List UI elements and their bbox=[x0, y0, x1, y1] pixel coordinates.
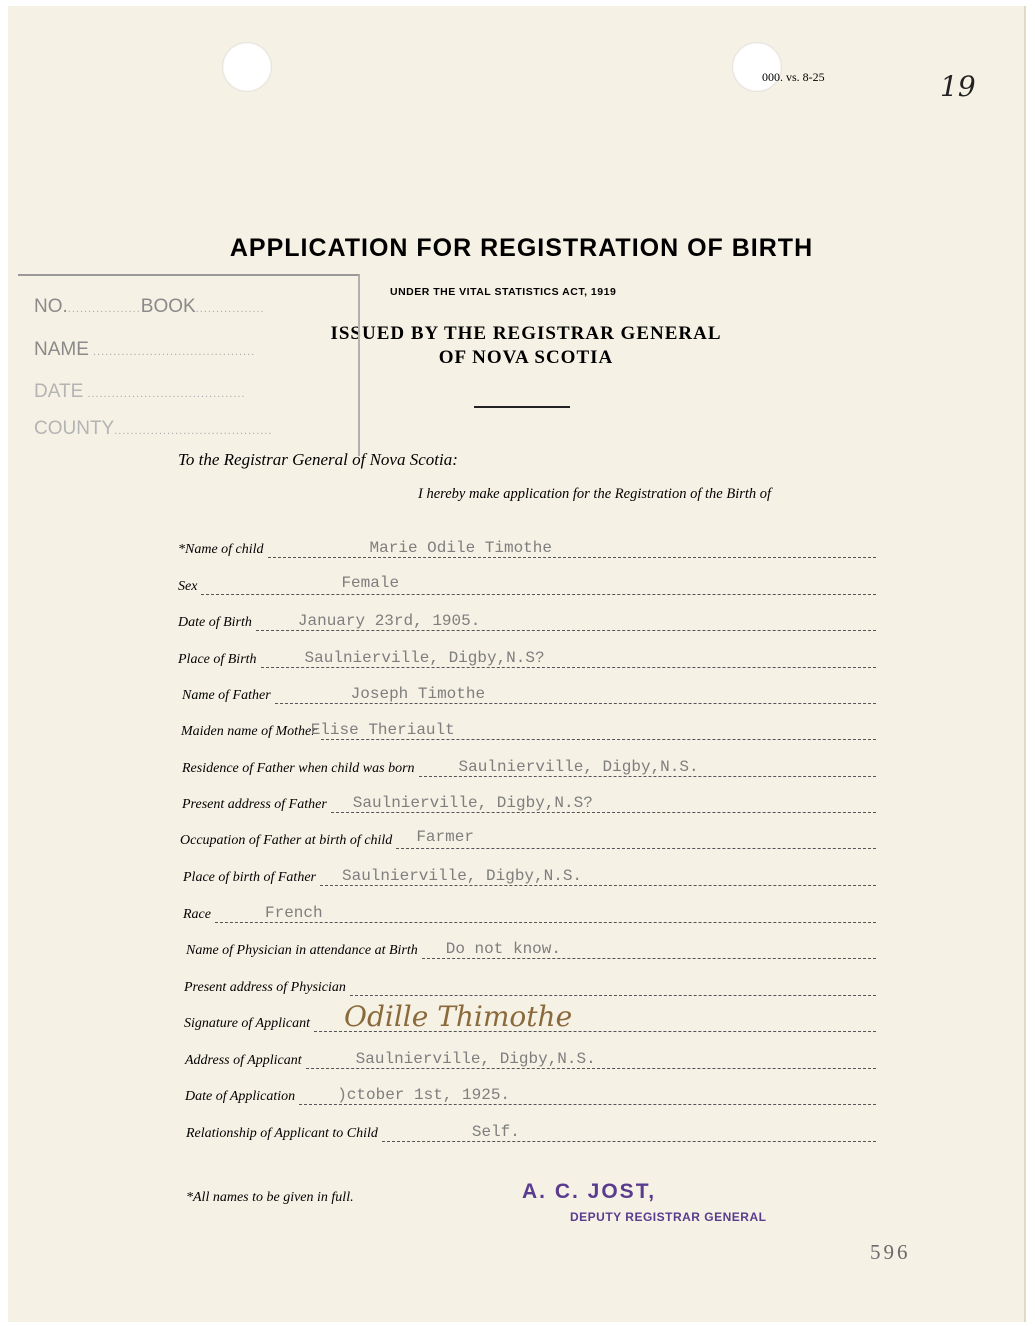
stamp-date-label: DATE bbox=[34, 381, 84, 402]
field-label: Occupation of Father at birth of child bbox=[180, 833, 393, 848]
field-value: Saulnierville, Digby,N.S. bbox=[341, 867, 583, 885]
field-line bbox=[201, 576, 876, 595]
field-value: Marie Odile Timothe bbox=[369, 539, 552, 557]
stamp-book-label: BOOK bbox=[140, 296, 196, 317]
field-applicant-signature bbox=[178, 1000, 876, 1033]
field-physician-address bbox=[178, 976, 876, 996]
intro-text: I hereby make application for the Registration of the Birth of bbox=[418, 486, 772, 502]
document-title-text: APPLICATION FOR REGISTRATION OF BIRTH bbox=[229, 234, 814, 262]
field-value: Saulnierville, Digby,N.S. bbox=[458, 758, 699, 776]
field-physician-name bbox=[178, 939, 876, 959]
field-value: Do not know. bbox=[445, 940, 561, 958]
stamp-county-label: COUNTY bbox=[34, 418, 115, 439]
field-line bbox=[350, 977, 876, 996]
field-signature: Odille Thimothe bbox=[344, 1000, 573, 1033]
field-place-of-birth bbox=[178, 648, 876, 668]
field-line bbox=[396, 830, 876, 849]
field-line bbox=[331, 794, 876, 813]
officer-stamp-name: A. C. JOST, bbox=[522, 1180, 657, 1203]
field-label: Place of birth of Father bbox=[183, 870, 316, 885]
field-label: Present address of Father bbox=[182, 797, 327, 812]
field-label: Date of Application bbox=[185, 1089, 296, 1104]
field-line bbox=[268, 539, 876, 558]
field-father-name bbox=[178, 684, 876, 704]
issuer-line-1: ISSUED BY THE REGISTRAR GENERAL bbox=[330, 323, 722, 344]
stamp-name-line: NAME ........................................ bbox=[34, 339, 256, 360]
field-label: Sex bbox=[178, 579, 198, 594]
stamp-no-label: NO. bbox=[34, 296, 68, 317]
field-line bbox=[299, 1086, 876, 1105]
field-value: Self. bbox=[471, 1123, 520, 1141]
field-value: Farmer bbox=[416, 828, 474, 846]
field-value: Saulnierville, Digby,N.S? bbox=[304, 649, 545, 667]
field-applicant-address bbox=[178, 1049, 876, 1069]
field-label: Name of Physician in attendance at Birth bbox=[186, 943, 418, 958]
field-label: *Name of child bbox=[178, 542, 264, 557]
field-application-date bbox=[178, 1085, 876, 1105]
field-sex bbox=[178, 575, 876, 595]
salutation: To the Registrar General of Nova Scotia: bbox=[178, 450, 458, 469]
stamp-date-line: DATE ....................................... bbox=[34, 381, 246, 402]
field-line bbox=[422, 940, 876, 959]
page-number: 19 bbox=[940, 70, 976, 103]
field-value: Saulnierville, Digby,N.S. bbox=[355, 1050, 596, 1068]
document-subtitle: UNDER THE VITAL STATISTICS ACT, 1919 bbox=[390, 286, 617, 298]
field-label: Date of Birth bbox=[178, 615, 252, 630]
field-value: Saulnierville, Digby,N.S? bbox=[352, 794, 593, 812]
officer-stamp-title: DEPUTY REGISTRAR GENERAL bbox=[570, 1210, 767, 1224]
field-label: Relationship of Applicant to Child bbox=[186, 1126, 378, 1141]
field-value: French bbox=[264, 904, 323, 922]
field-father-birthplace bbox=[178, 866, 876, 886]
stamp-no-book-line: NO...................BOOK................. bbox=[34, 296, 265, 317]
field-label: Address of Applicant bbox=[185, 1053, 302, 1068]
field-line bbox=[306, 1050, 876, 1069]
stamp-county-line: COUNTY....................................... bbox=[34, 418, 273, 439]
punch-hole-left bbox=[222, 42, 272, 92]
field-applicant-relationship bbox=[178, 1122, 876, 1142]
field-value: Joseph Timothe bbox=[350, 685, 486, 703]
stamp-name-label: NAME bbox=[34, 339, 89, 360]
field-label: Maiden name of Mother bbox=[181, 724, 317, 739]
field-mother-maiden-name bbox=[178, 720, 876, 740]
field-label: Present address of Physician bbox=[184, 980, 346, 995]
field-line bbox=[310, 721, 876, 740]
document-title bbox=[0, 234, 1035, 263]
field-line bbox=[419, 758, 876, 777]
footnote: *All names to be given in full. bbox=[186, 1190, 354, 1205]
field-label: Signature of Applicant bbox=[184, 1016, 310, 1031]
field-value: )ctober 1st, 1925. bbox=[337, 1086, 511, 1104]
field-value: Elise Theriault bbox=[310, 721, 455, 739]
field-father-address bbox=[178, 793, 876, 813]
field-line bbox=[256, 612, 876, 631]
field-line bbox=[275, 685, 876, 704]
field-label: Place of Birth bbox=[178, 652, 257, 667]
issuer-line-2: OF NOVA SCOTIA bbox=[438, 347, 614, 368]
field-label: Residence of Father when child was born bbox=[182, 761, 415, 776]
field-label: Race bbox=[183, 907, 211, 922]
field-race bbox=[178, 903, 876, 923]
serial-number: 596 bbox=[870, 1240, 911, 1264]
field-value: January 23rd, 1905. bbox=[297, 612, 481, 630]
field-date-of-birth bbox=[178, 611, 876, 631]
field-line bbox=[215, 904, 876, 923]
field-value: Female bbox=[341, 574, 400, 592]
field-line bbox=[320, 867, 876, 886]
field-child-name bbox=[178, 538, 876, 558]
form-code: 000. vs. 8-25 bbox=[762, 70, 825, 84]
field-line bbox=[382, 1123, 876, 1142]
issuer-block bbox=[296, 322, 756, 370]
field-line bbox=[314, 1000, 876, 1033]
field-label: Name of Father bbox=[182, 688, 271, 703]
field-father-residence bbox=[178, 757, 876, 777]
field-father-occupation bbox=[178, 829, 876, 849]
field-line bbox=[261, 649, 876, 668]
title-divider bbox=[474, 406, 570, 408]
